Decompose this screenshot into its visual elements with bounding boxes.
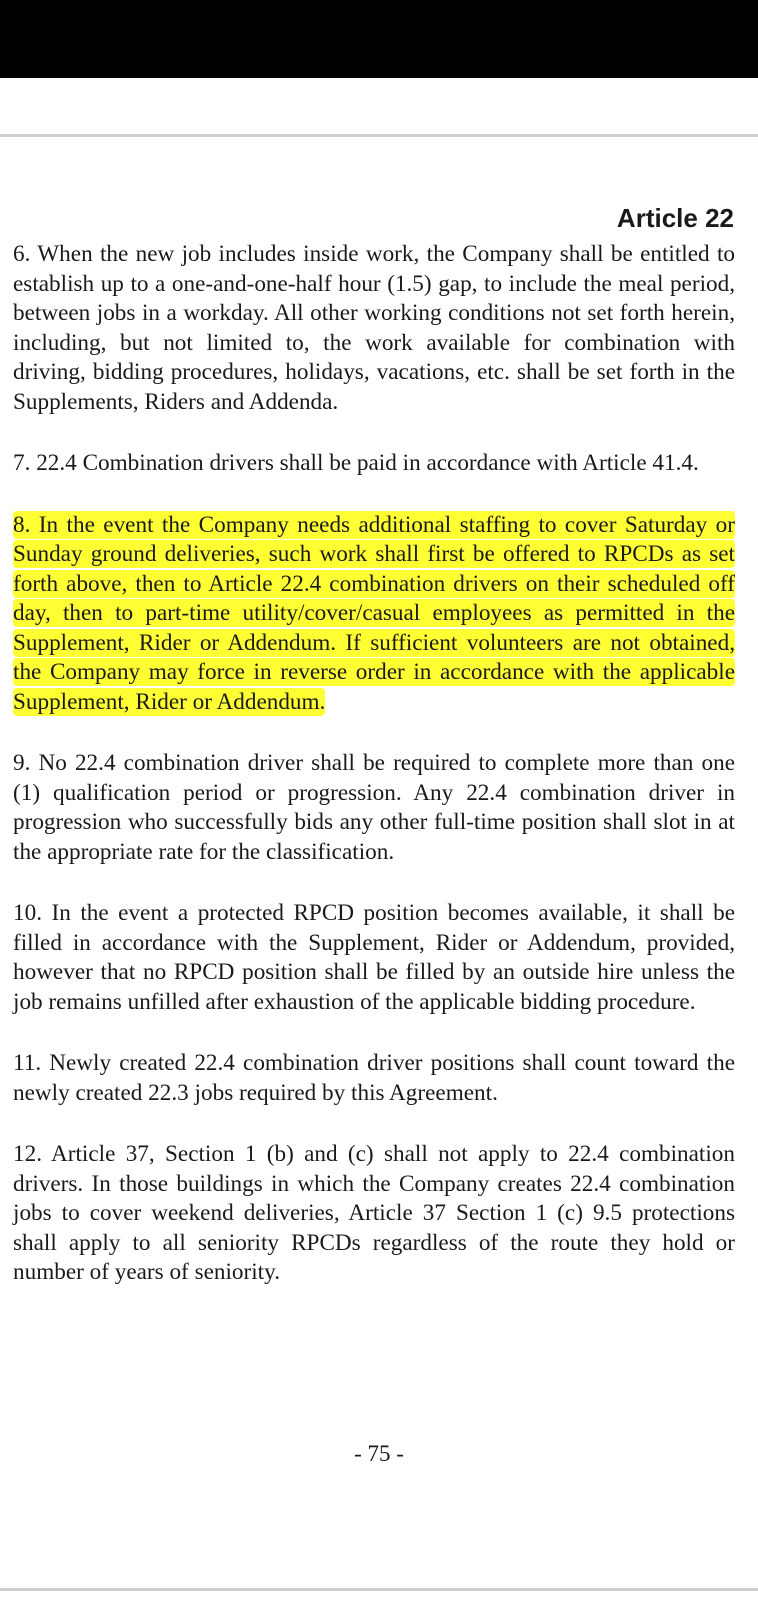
paragraph-6: 6. When the new job includes inside work, the Company shall be entitled to establish up to a one-and-one-half hour (1.5) gap, to include the meal period, between jobs in a workday. All other working conditions not set forth herein, including, but not limited to, the work available for combination with driving, bidding procedures, holidays, vacations, etc. shall be set forth in the Supplements, Riders and Addenda. xyxy=(13,241,735,415)
bottom-divider xyxy=(0,1588,758,1591)
paragraph-9: 9. No 22.4 combination driver shall be required to complete more than one (1) qualification period or progression. Any 22.4 combination driver in progression who successfully bids any other full-time position shall slot in at the appropriate rate for the classification. xyxy=(13,750,735,865)
paragraph-10: 10. In the event a protected RPCD position becomes available, it shall be filled in accordance with the Supplement, Rider or Addendum, provided, however that no RPCD position shall be filled by an outside hire unless the job remains unfilled after exhaustion of the applicable bidding procedure. xyxy=(13,900,735,1015)
status-bar xyxy=(0,0,758,78)
paragraph-8-highlighted xyxy=(13,511,735,718)
highlighted-text: 8. In the event the Company needs additional staffing to cover Saturday or Sunday ground deliveries, such work shall first be offered to RPCDs as set forth above, then to Article 22.4 combination drivers on their scheduled off day, then to part-time utility/cover/casual employees as permitted in the Supplement, Rider or Addendum. If sufficient volunteers are not obtained, the Company may force in reverse order in accordance with the applicable Supplement, Rider or Addendum. xyxy=(13,511,735,715)
top-divider xyxy=(0,134,758,137)
document-body xyxy=(13,240,735,1288)
article-heading: Article 22 xyxy=(616,203,734,233)
page-number: - 75 - xyxy=(354,1441,404,1466)
paragraph-7: 7. 22.4 Combination drivers shall be paid in accordance with Article 41.4. xyxy=(13,450,699,476)
paragraph-12: 12. Article 37, Section 1 (b) and (c) shall not apply to 22.4 combination drivers. In those buildings in which the Company creates 22.4 combination jobs to cover weekend deliveries, Article 37 Section 1 (c) 9.5 protections shall apply to all seniority RPCDs regardless of the route they hold or number of years of seniority. xyxy=(13,1141,735,1285)
paragraph-11: 11. Newly created 22.4 combination driver positions shall count toward the newly created 22.3 jobs required by this Agreement. xyxy=(13,1050,735,1106)
